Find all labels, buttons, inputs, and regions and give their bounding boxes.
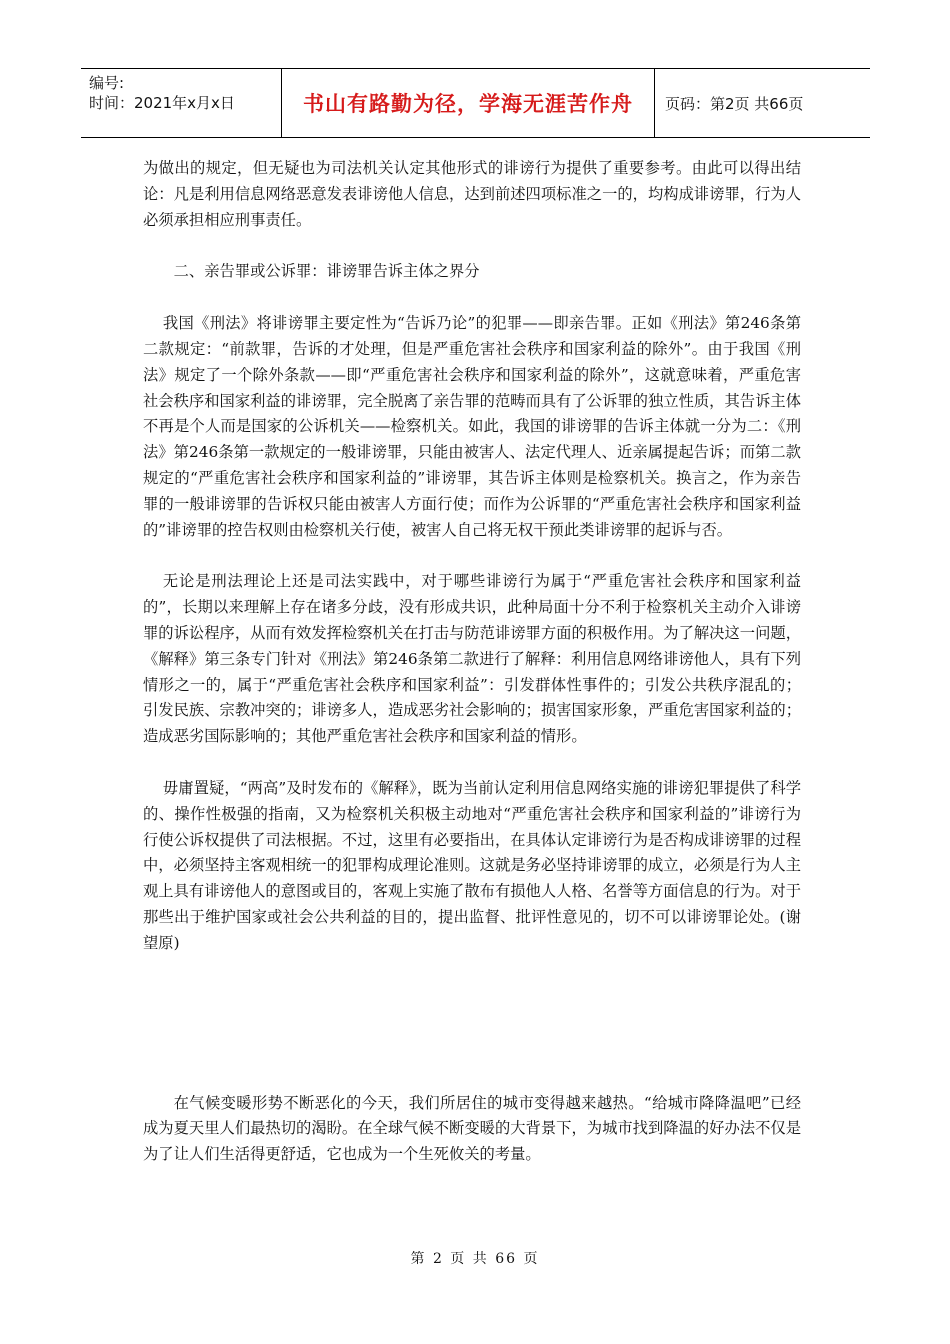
- paragraph: 为做出的规定，但无疑也为司法机关认定其他形式的诽谤行为提供了重要参考。由此可以得出结论：凡是利用信息网络恶意发表诽谤他人信息，达到前述四项标准之一的，均构成诽谤罪，行为人必须承担相应刑事责任。: [143, 159, 801, 229]
- document-body: [143, 156, 801, 1168]
- paragraph: 我国《刑法》将诽谤罪主要定性为“告诉乃论”的犯罪——即亲告罪。正如《刑法》第246条第二款规定：“前款罪，告诉的才处理，但是严重危害社会秩序和国家利益的除外”。由于我国《刑法》规定了一个除外条款——即“严重危害社会秩序和国家利益的除外”，这就意味着，严重危害社会秩序和国家利益的诽谤罪，完全脱离了亲告罪的范畴而具有了公诉罪的独立性质，其告诉主体不再是个人而是国家的公诉机关——检察机关。如此，我国的诽谤罪的告诉主体就一分为二：《刑法》第246条第一款规定的一般诽谤罪，只能由被害人、法定代理人、近亲属提起告诉；而第二款规定的“严重危害社会秩序和国家利益的”诽谤罪，其告诉主体则是检察机关。换言之，作为亲告罪的一般诽谤罪的告诉权只能由被害人方面行使；而作为公诉罪的“严重危害社会秩序和国家利益的”诽谤罪的控告权则由检察机关行使，被害人自己将无权干预此类诽谤罪的起诉与否。: [143, 314, 801, 539]
- number-label: 编号:: [89, 74, 125, 92]
- paragraph: 毋庸置疑，“两高”及时发布的《解释》，既为当前认定利用信息网络实施的诽谤犯罪提供了科学的、操作性极强的指南，又为检察机关积极主动地对“严重危害社会秩序和国家利益的”诽谤行为行使公诉权提供了司法根据。不过，这里有必要指出，在具体认定诽谤行为是否构成诽谤罪的过程中，必须坚持主客观相统一的犯罪构成理论准则。这就是务必坚持诽谤罪的成立，必须是行为人主观上具有诽谤他人的意图或目的，客观上实施了散布有损他人人格、名誉等方面信息的行为。对于那些出于维护国家或社会公共利益的目的，提出监督、批评性意见的，切不可以诽谤罪论处。(谢望原): [143, 778, 801, 952]
- paragraph: 在气候变暖形势不断恶化的今天，我们所居住的城市变得越来越热。“给城市降降温吧”已经成为夏天里人们最热切的渴盼。在全球气候不断变暖的大背景下，为城市找到降温的好办法不仅是为了让人们生活得更舒适，它也成为一个生死攸关的考量。: [143, 1093, 801, 1164]
- header-page-info: [655, 69, 870, 137]
- section-heading: 二、亲告罪或公诉罪：诽谤罪告诉主体之界分: [173, 262, 480, 281]
- header-meta: [81, 69, 281, 137]
- document-header: [81, 68, 870, 138]
- footer-page-number: 第 2 页 共 66 页: [410, 1251, 540, 1267]
- page-footer: [0, 1248, 950, 1268]
- paragraph: 无论是刑法理论上还是司法实践中，对于哪些诽谤行为属于“严重危害社会秩序和国家利益的”，长期以来理解上存在诸多分歧，没有形成共识，此种局面十分不利于检察机关主动介入诽谤罪的诉讼程序，从而有效发挥检察机关在打击与防范诽谤罪方面的积极作用。为了解决这一问题，《解释》第三条专门针对《刑法》第246条第二款进行了解释：利用信息网络诽谤他人，具有下列情形之一的，属于“严重危害社会秩序和国家利益”：引发群体性事件的；引发公共秩序混乱的；引发民族、宗教冲突的；诽谤多人，造成恶劣社会影响的；损害国家形象，严重危害国家利益的；造成恶劣国际影响的；其他严重危害社会秩序和国家利益的情形。: [143, 572, 801, 746]
- header-motto-cell: [281, 69, 655, 137]
- page-info-text: 页码：第2页 共66页: [665, 94, 804, 113]
- motto-text: 书山有路勤为径，学海无涯苦作舟: [303, 92, 633, 116]
- time-label: 时间：2021年x月x日: [89, 94, 235, 112]
